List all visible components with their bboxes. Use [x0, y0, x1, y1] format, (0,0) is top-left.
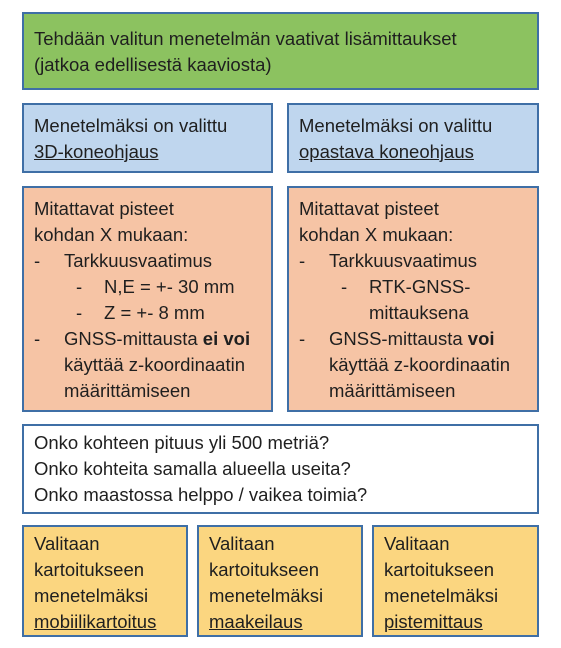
- req-left-intro-1: Mitattavat pisteet: [34, 198, 174, 219]
- question-1: Onko kohteen pituus yli 500 metriä?: [34, 432, 330, 453]
- req-right-sub-1: [299, 274, 527, 300]
- req-left-bullet-2-bold: ei voi: [202, 328, 251, 349]
- dash-bullet: -: [34, 250, 41, 271]
- req-right-intro-1: Mitattavat pisteet: [299, 198, 439, 219]
- method-left-name: 3D-koneohjaus: [34, 141, 159, 162]
- req-right-bullet-1-text: Tarkkuusvaatimus: [329, 250, 478, 271]
- choice-1-line-3: menetelmäksi: [34, 585, 149, 606]
- req-left-sub-2: [34, 300, 261, 326]
- req-right-bullet-1: [299, 248, 527, 274]
- req-right-bullet-2-cont-1: käyttää z-koordinaatin: [329, 354, 510, 375]
- choice-2-line-1: Valitaan: [209, 533, 275, 554]
- req-left-bullet-2-cont-1: käyttää z-koordinaatin: [64, 354, 245, 375]
- req-right-sub-1-cont: mittauksena: [369, 302, 469, 323]
- req-left-bullet-1-text: Tarkkuusvaatimus: [64, 250, 213, 271]
- choice-1-line-2: kartoitukseen: [34, 559, 145, 580]
- req-left-bullet-1: [34, 248, 261, 274]
- req-right-bullet-2: [299, 326, 527, 352]
- method-box-left: [22, 103, 273, 173]
- req-left-intro-2: kohdan X mukaan:: [34, 224, 189, 245]
- choice-box-terrestrial-scan: [197, 525, 363, 637]
- choice-1-line-1: Valitaan: [34, 533, 100, 554]
- choice-2-line-2: kartoitukseen: [209, 559, 320, 580]
- dash-bullet: -: [341, 276, 348, 297]
- requirements-box-left: [22, 186, 273, 412]
- dash-bullet: -: [299, 328, 306, 349]
- method-box-right: [287, 103, 539, 173]
- req-left-sub-1-text: N,E = +- 30 mm: [104, 276, 235, 297]
- choice-3-line-1: Valitaan: [384, 533, 450, 554]
- choice-box-mobile: [22, 525, 188, 637]
- header-box: [22, 12, 539, 90]
- method-right-name: opastava koneohjaus: [299, 141, 474, 162]
- req-left-bullet-2: [34, 326, 261, 352]
- choice-3-line-2: kartoitukseen: [384, 559, 495, 580]
- req-right-sub-1-text: RTK-GNSS-: [369, 276, 471, 297]
- req-right-intro-2: kohdan X mukaan:: [299, 224, 454, 245]
- req-left-bullet-2-pre: GNSS-mittausta: [64, 328, 203, 349]
- choice-3-line-3: menetelmäksi: [384, 585, 499, 606]
- choice-2-method: maakeilaus: [209, 611, 303, 632]
- req-right-bullet-2-cont-2: määrittämiseen: [329, 380, 456, 401]
- choice-3-method: pistemittaus: [384, 611, 483, 632]
- req-right-bullet-2-bold: voi: [467, 328, 495, 349]
- method-right-text: Menetelmäksi on valittu: [299, 115, 493, 136]
- req-right-bullet-2-text: [329, 326, 495, 352]
- req-left-sub-1: [34, 274, 261, 300]
- method-left-text: Menetelmäksi on valittu: [34, 115, 228, 136]
- req-left-bullet-2-text: [64, 326, 250, 352]
- choice-2-line-3: menetelmäksi: [209, 585, 324, 606]
- question-3: Onko maastossa helppo / vaikea toimia?: [34, 484, 368, 505]
- question-2: Onko kohteita samalla alueella useita?: [34, 458, 351, 479]
- req-left-bullet-2-cont-2: määrittämiseen: [64, 380, 191, 401]
- choice-box-point-survey: [372, 525, 539, 637]
- header-line-2: (jatkoa edellisestä kaaviosta): [34, 54, 272, 75]
- req-right-bullet-2-pre: GNSS-mittausta: [329, 328, 468, 349]
- header-line-1: Tehdään valitun menetelmän vaativat lisämittaukset: [34, 28, 457, 49]
- requirements-box-right: [287, 186, 539, 412]
- dash-bullet: -: [34, 328, 41, 349]
- dash-bullet: -: [76, 276, 83, 297]
- choice-1-method: mobiilikartoitus: [34, 611, 157, 632]
- dash-bullet: -: [76, 302, 83, 323]
- questions-box: [22, 424, 539, 514]
- req-left-sub-2-text: Z = +- 8 mm: [104, 302, 205, 323]
- dash-bullet: -: [299, 250, 306, 271]
